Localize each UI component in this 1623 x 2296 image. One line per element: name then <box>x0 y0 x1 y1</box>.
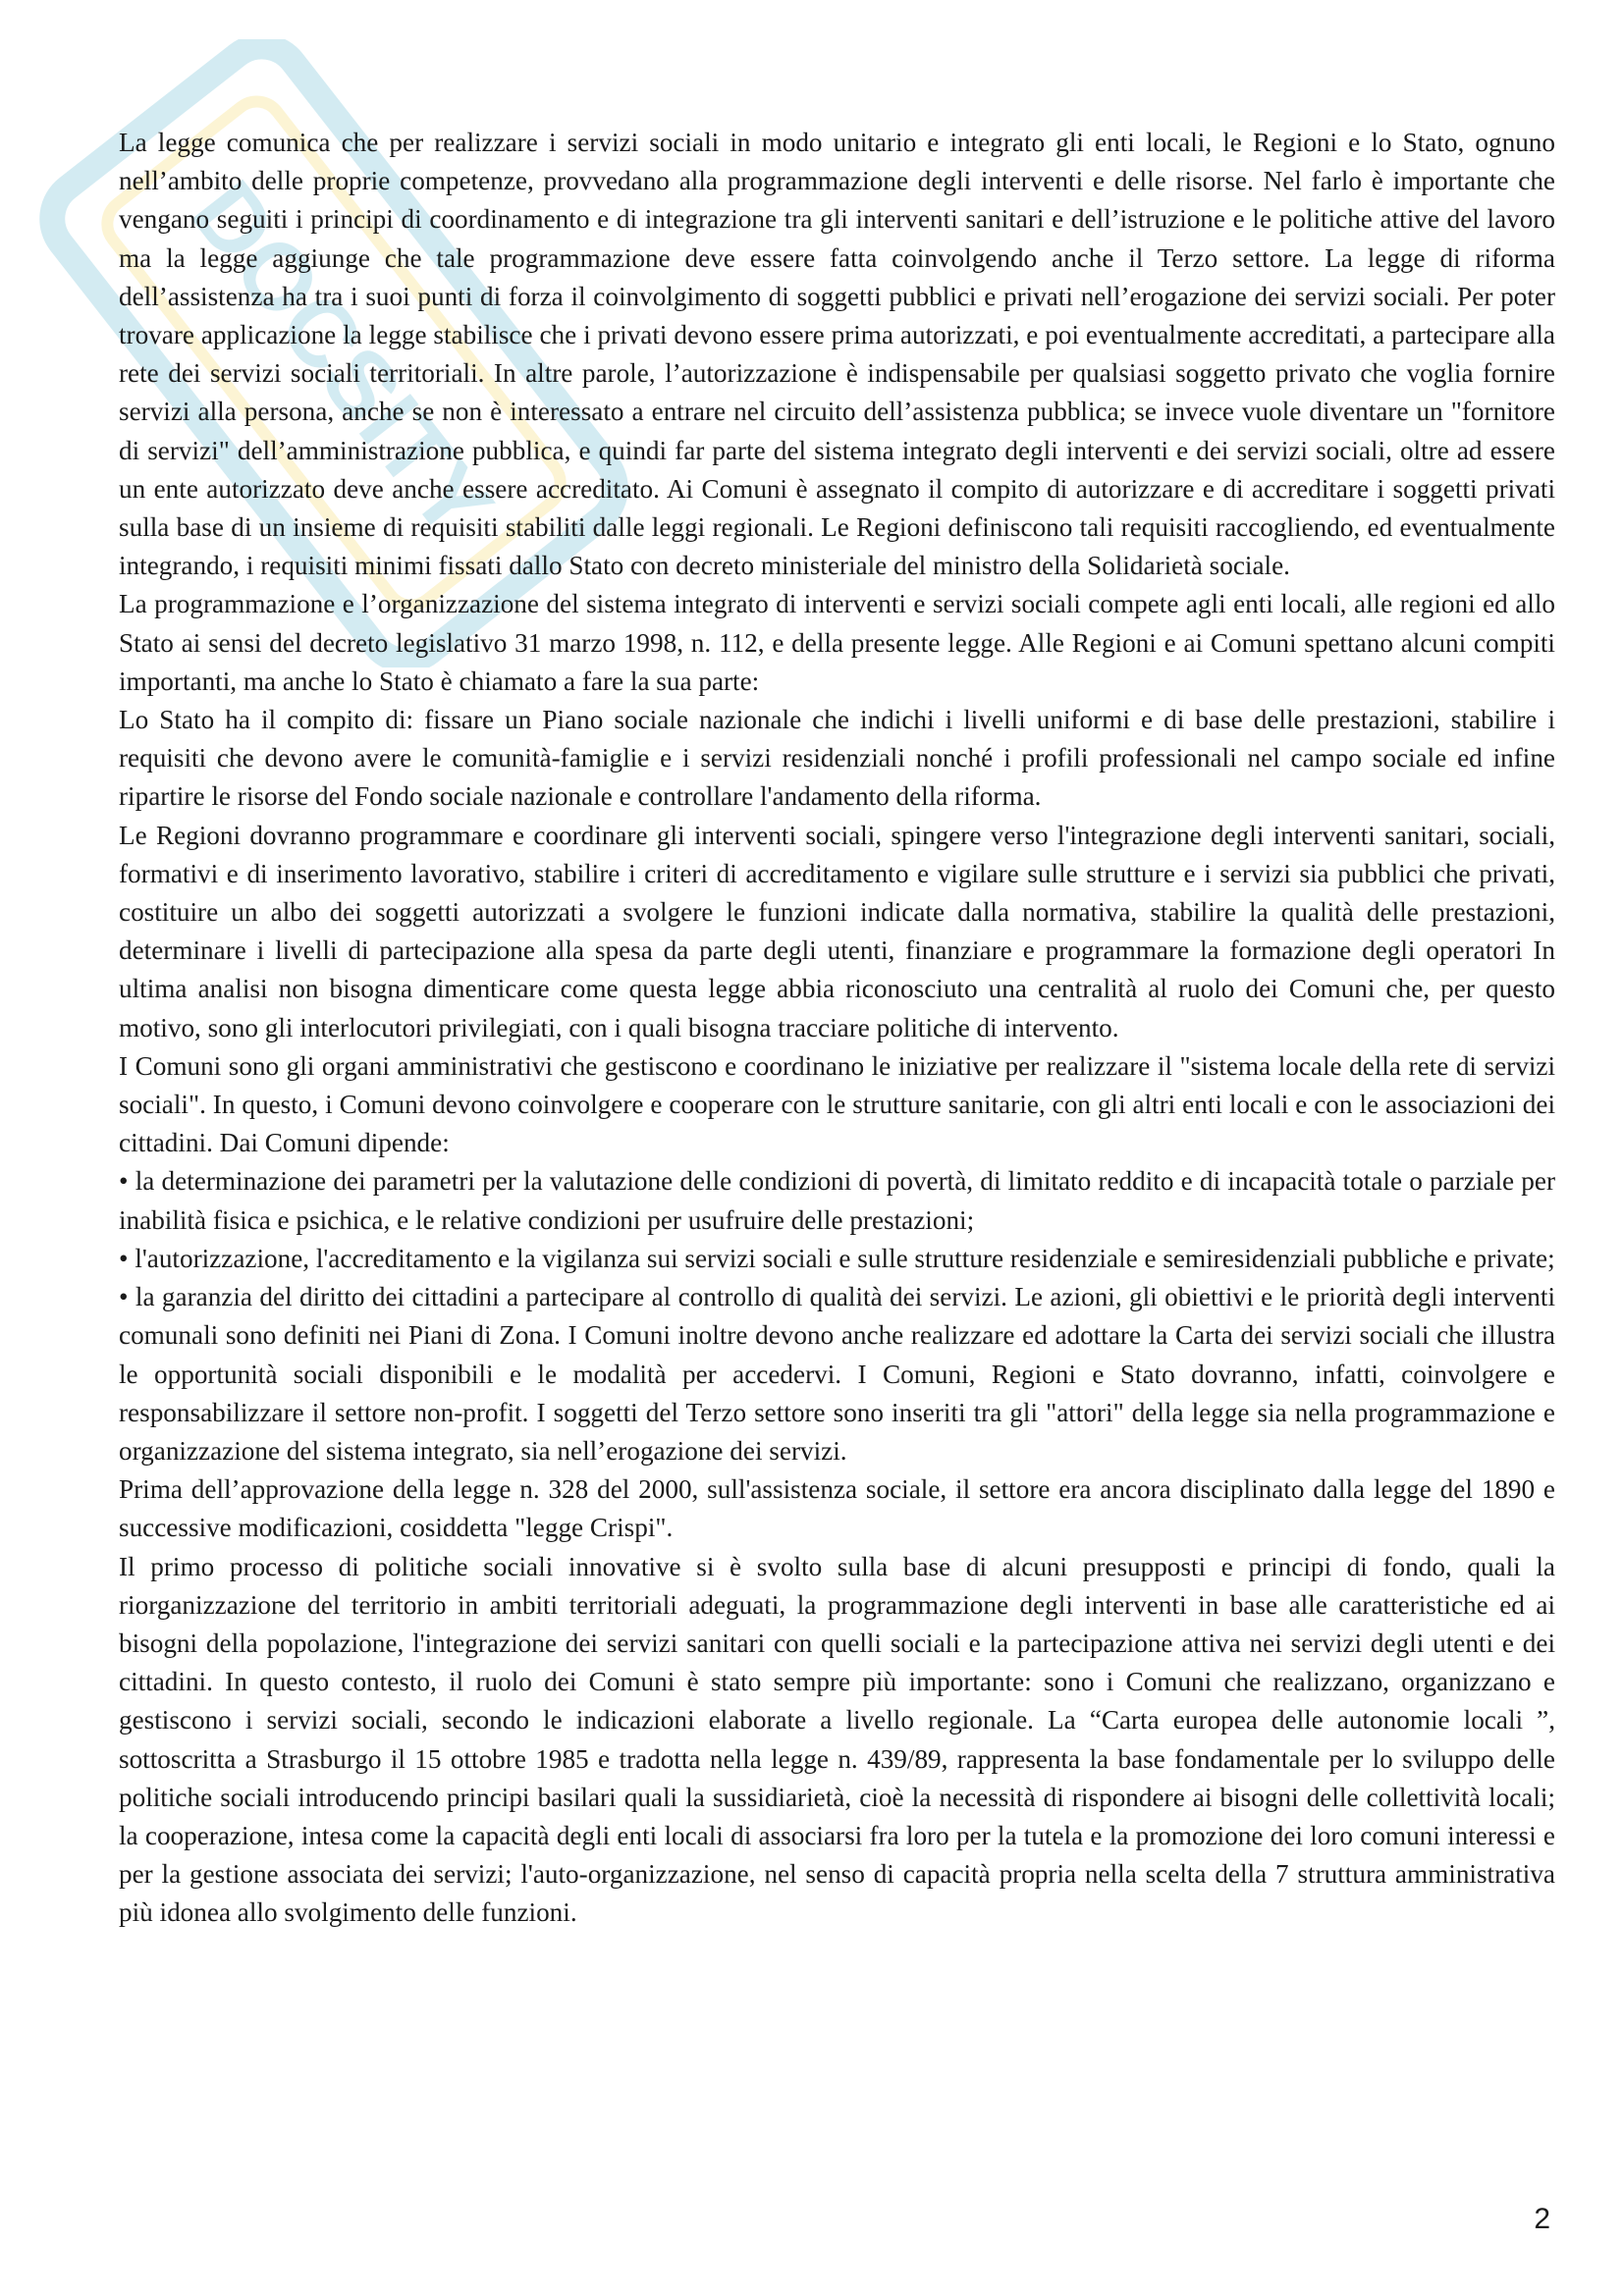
page-number: 2 <box>1534 2203 1550 2235</box>
paragraph-4: Le Regioni dovranno programmare e coordinare gli interventi sociali, spingere verso l'integrazione degli interventi sanitari, sociali, formativi e di inserimento lavorativo, stabilire i criteri di accreditamento e vigilare sulle strutture e i servizi sia pubblici che privati, costituire un albo dei soggetti autorizzati a svolgere le funzioni indicate dalla normativa, stabilire la qualità delle prestazioni, determinare i livelli di partecipazione alla spesa da parte degli utenti, finanziare e programmare la formazione degli operatori In ultima analisi non bisogna dimenticare come questa legge abbia riconosciuto una centralità al ruolo dei Comuni che, per questo motivo, sono gli interlocutori privilegiati, con i quali bisogna tracciare politiche di intervento. <box>119 820 1555 1042</box>
paragraph-6: Prima dell’approvazione della legge n. 328 del 2000, sull'assistenza sociale, il settore era ancora disciplinato dalla legge del 1890 e successive modificazioni, cosiddetta "legge Crispi". <box>119 1474 1555 1543</box>
bullet-item-3: • la garanzia del diritto dei cittadini a partecipare al controllo di qualità dei servizi. Le azioni, gli obiettivi e le priorità degli interventi comunali sono definiti nei Piani di Zona. I Comuni inoltre devono anche realizzare ed adottare la Carta dei servizi sociali che illustra le opportunità sociali disponibili e le modalità per accedervi. I Comuni, Regioni e Stato dovranno, infatti, coinvolgere e responsabilizzare il settore non-profit. I soggetti del Terzo settore sono inseriti tra gli "attori" della legge sia nella programmazione e organizzazione del sistema integrato, sia nell’erogazione dei servizi. <box>119 1282 1555 1466</box>
paragraph-1: La legge comunica che per realizzare i servizi sociali in modo unitario e integrato gli enti locali, le Regioni e lo Stato, ognuno nell’ambito delle proprie competenze, provvedano alla programmazione degli interventi e delle risorse. Nel farlo è importante che vengano seguiti i principi di coordinamento e di integrazione tra gli interventi sanitari e dell’istruzione e le politiche attive del lavoro ma la legge aggiunge che tale programmazione deve essere fatta coinvolgendo anche il Terzo settore. La legge di riforma dell’assistenza ha tra i suoi punti di forza il coinvolgimento di soggetti pubblici e privati nell’erogazione dei servizi sociali. Per poter trovare applicazione la legge stabilisce che i privati devono essere prima autorizzati, e poi eventualmente accreditati, a partecipare alla rete dei servizi sociali territoriali. In altre parole, l’autorizzazione è indispensabile per qualsiasi soggetto privato che voglia fornire servizi alla persona, anche se non è interessato a entrare nel circuito dell’assistenza pubblica; se invece vuole diventare un "fornitore di servizi" dell’amministrazione pubblica, e quindi far parte del sistema integrato degli interventi e dei servizi sociali, oltre ad essere un ente autorizzato deve anche essere accreditato. Ai Comuni è assegnato il compito di autorizzare e di accreditare i soggetti privati sulla base di un insieme di requisiti stabiliti dalle leggi regionali. Le Regioni definiscono tali requisiti raccogliendo, ed eventualmente integrando, i requisiti minimi fissati dallo Stato con decreto ministeriale del ministro della Solidarietà sociale. <box>119 128 1555 581</box>
svg-text:DOCSITY: DOCSITY <box>171 162 513 558</box>
paragraph-2: La programmazione e l’organizzazione del sistema integrato di interventi e servizi sociali compete agli enti locali, alle regioni ed allo Stato ai sensi del decreto legislativo 31 marzo 1998, n. 112, e della presente legge. Alle Regioni e ai Comuni spettano alcuni compiti importanti, ma anche lo Stato è chiamato a fare la sua parte: <box>119 589 1555 696</box>
paragraph-3: Lo Stato ha il compito di: fissare un Piano sociale nazionale che indichi i livelli uniformi e di base delle prestazioni, stabilire i requisiti che devono avere le comunità-famiglie e i servizi residenziali nonché i profili professionali nel campo sociale ed infine ripartire le risorse del Fondo sociale nazionale e controllare l'andamento della riforma. <box>119 705 1555 812</box>
bullet-item-1: • la determinazione dei parametri per la valutazione delle condizioni di povertà, di limitato reddito e di incapacità totale o parziale per inabilità fisica e psichica, e le relative condizioni per usufruire delle prestazioni; <box>119 1166 1555 1235</box>
paragraph-5: I Comuni sono gli organi amministrativi che gestiscono e coordinano le iniziative per realizzare il "sistema locale della rete di servizi sociali". In questo, i Comuni devono coinvolgere e cooperare con le strutture sanitarie, con gli altri enti locali e con le associazioni dei cittadini. Dai Comuni dipende: <box>119 1050 1555 1158</box>
bullet-item-2: • l'autorizzazione, l'accreditamento e la vigilanza sui servizi sociali e sulle strutture residenziale e semiresidenziali pubbliche e private; <box>119 1243 1555 1273</box>
paragraph-7: Il primo processo di politiche sociali innovative si è svolto sulla base di alcuni presupposti e principi di fondo, quali la riorganizzazione del territorio in ambiti territoriali adeguati, la programmazione degli interventi in base alle caratteristiche ed ai bisogni della popolazione, l'integrazione dei servizi sanitari con quelli sociali e la partecipazione attiva nei servizi degli utenti e dei cittadini. In questo contesto, il ruolo dei Comuni è stato sempre più importante: sono i Comuni che realizzano, organizzano e gestiscono i servizi sociali, secondo le indicazioni elaborate a livello regionale. La “Carta europea delle autonomie locali ”, sottoscritta a Strasburgo il 15 ottobre 1985 e tradotta nella legge n. 439/89, rappresenta la base fondamentale per lo sviluppo delle politiche sociali introducendo principi basilari quali la sussidiarietà, cioè la necessità di rispondere ai bisogni delle collettività locali; la cooperazione, intesa come la capacità degli enti locali di associarsi fra loro per la tutela e la promozione dei loro comuni interessi e per la gestione associata dei servizi; l'auto-organizzazione, nel senso di capacità propria nella scelta della 7 struttura amministrativa più idonea allo svolgimento delle funzioni. <box>119 1551 1555 1928</box>
document-body <box>119 124 1555 1933</box>
